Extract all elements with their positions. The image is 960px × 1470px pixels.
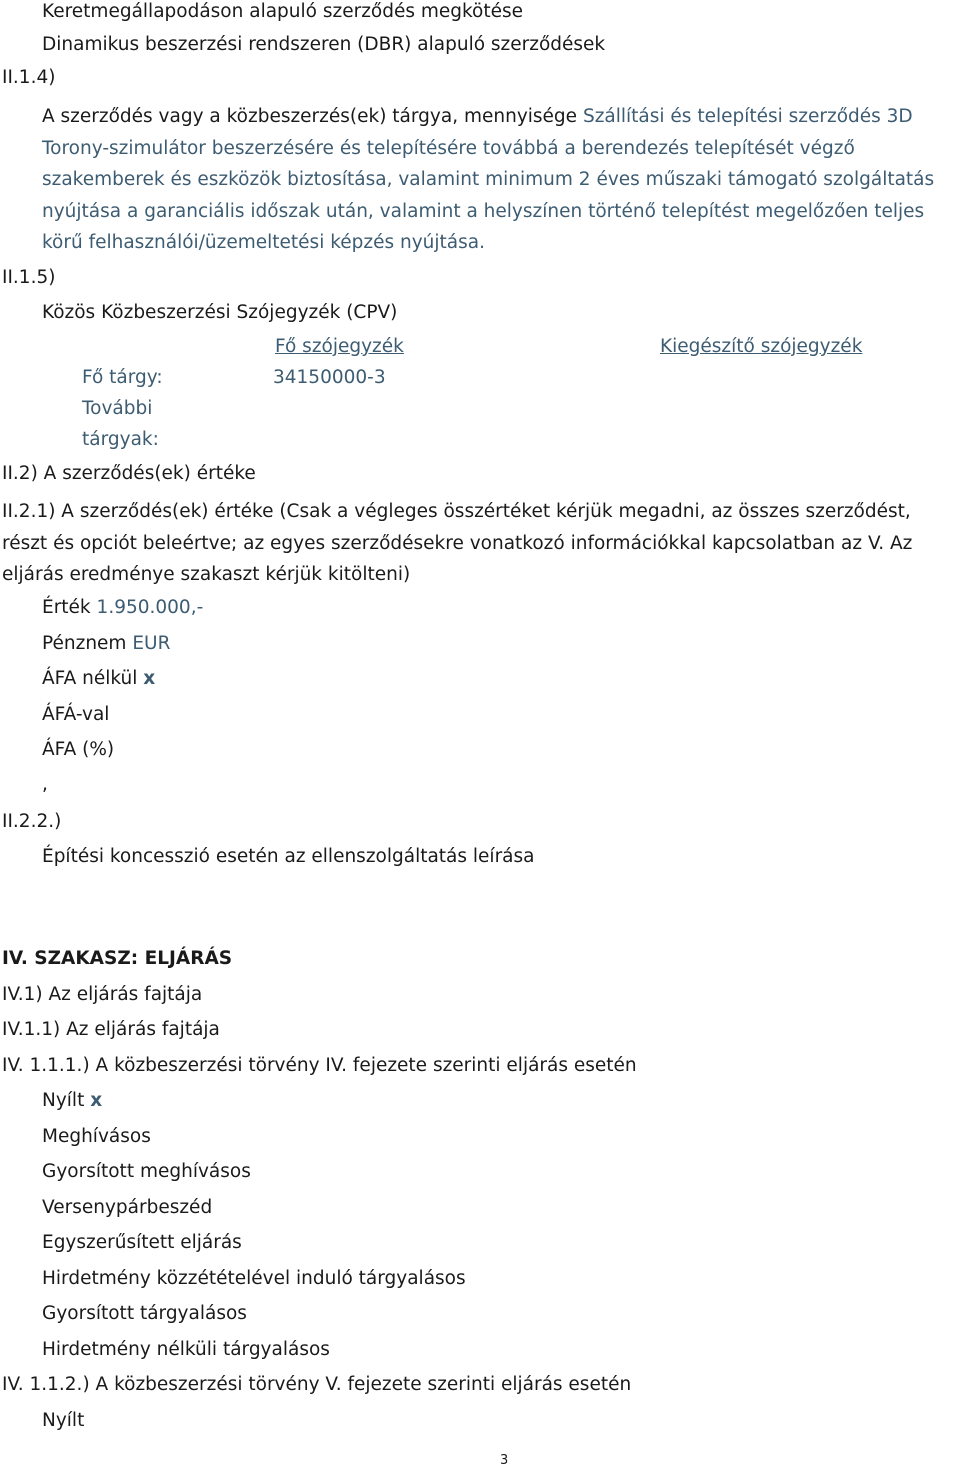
currency-row (42, 632, 170, 656)
procedure-option: Meghívásos (42, 1126, 151, 1147)
contract-subject-paragraph (42, 101, 958, 259)
currency-label: Pénznem (42, 633, 127, 654)
value-label: Érték (42, 597, 91, 618)
vat-excluded-row (42, 667, 155, 691)
framework-agreement-option: Keretmegállapodáson alapuló szerződés megkötése (42, 1, 524, 22)
currency-value: EUR (132, 633, 171, 654)
cpv-title: Közös Közbeszerzési Szójegyzék (CPV) (42, 302, 398, 323)
subject-label: A szerződés vagy a közbeszerzés(ek) tárgya, mennyisége (42, 106, 578, 127)
open-procedure-v-label: Nyílt (42, 1410, 85, 1431)
value-row (42, 596, 203, 620)
procedure-option: Hirdetmény közzétételével induló tárgyalásos (42, 1268, 466, 1289)
main-vocabulary-header: Fő szójegyzék (275, 336, 404, 357)
open-procedure-label: Nyílt (42, 1090, 85, 1111)
vat-percent-value: , (42, 774, 48, 795)
vat-excluded-mark: x (143, 668, 156, 689)
page-number: 3 (500, 1453, 509, 1468)
vat-excluded-label: ÁFA nélkül (42, 668, 138, 689)
procedure-option: Egyszerűsített eljárás (42, 1232, 242, 1253)
procedure-type-heading: IV.1) Az eljárás fajtája (2, 984, 203, 1005)
procedure-type-subheading: IV.1.1) Az eljárás fajtája (2, 1019, 220, 1040)
contract-value-heading: II.2) A szerződés(ek) értéke (2, 463, 256, 484)
vat-included-label: ÁFÁ-val (42, 704, 110, 725)
additional-objects-label-cont: tárgyak: (82, 429, 159, 450)
supplementary-vocabulary-header: Kiegészítő szójegyzék (660, 336, 863, 357)
value-amount: 1.950.000,- (96, 597, 204, 618)
chapter-iv-procedure-heading: IV. 1.1.1.) A közbeszerzési törvény IV. fejezete szerinti eljárás esetén (2, 1055, 637, 1076)
concession-description-label: Építési koncesszió esetén az ellenszolgáltatás leírása (42, 846, 535, 867)
section-number: II.2.2.) (2, 811, 62, 832)
chapter-v-procedure-heading: IV. 1.1.2.) A közbeszerzési törvény V. fejezete szerinti eljárás esetén (2, 1374, 632, 1395)
additional-objects-label: További (82, 398, 153, 419)
vat-percent-label: ÁFA (%) (42, 739, 115, 760)
procedure-option: Hirdetmény nélküli tárgyalásos (42, 1339, 330, 1360)
procedure-option: Gyorsított tárgyalásos (42, 1303, 247, 1324)
procedure-option: Gyorsított meghívásos (42, 1161, 251, 1182)
subject-value: Szállítási és telepítési szerződés 3D Torony-szimulátor beszerzésére és telepítésére továbbá a berendezés telepítését végző szakemberek és eszközök biztosítása, valamint minimum 2 éves műszaki támogató szolgáltatás nyújtása a garanciális időszak után, valamint a helyszínen történő telepítést megelőzően teljes körű felhasználói/üzemeltetési képzés nyújtása. (42, 106, 935, 253)
contract-value-intro: II.2.1) A szerződés(ek) értéke (Csak a végleges összértéket kérjük megadni, az összes szerződést, részt és opciót beleértve; az egyes szerződésekre vonatkozó információkkal kapcsolatban az V. Az eljárás eredménye szakaszt kérjük kitölteni) (2, 501, 913, 585)
section-number: II.1.5) (2, 267, 56, 288)
procedure-option: Versenypárbeszéd (42, 1197, 213, 1218)
open-procedure-row (42, 1089, 102, 1113)
main-object-label: Fő tárgy: (82, 367, 163, 388)
section-number: II.1.4) (2, 67, 56, 88)
open-procedure-mark: x (90, 1090, 103, 1111)
section-iv-heading: IV. SZAKASZ: ELJÁRÁS (2, 948, 233, 969)
dps-contract-option: Dinamikus beszerzési rendszeren (DBR) alapuló szerződések (42, 34, 606, 55)
main-object-cpv-code: 34150000-3 (273, 367, 386, 388)
